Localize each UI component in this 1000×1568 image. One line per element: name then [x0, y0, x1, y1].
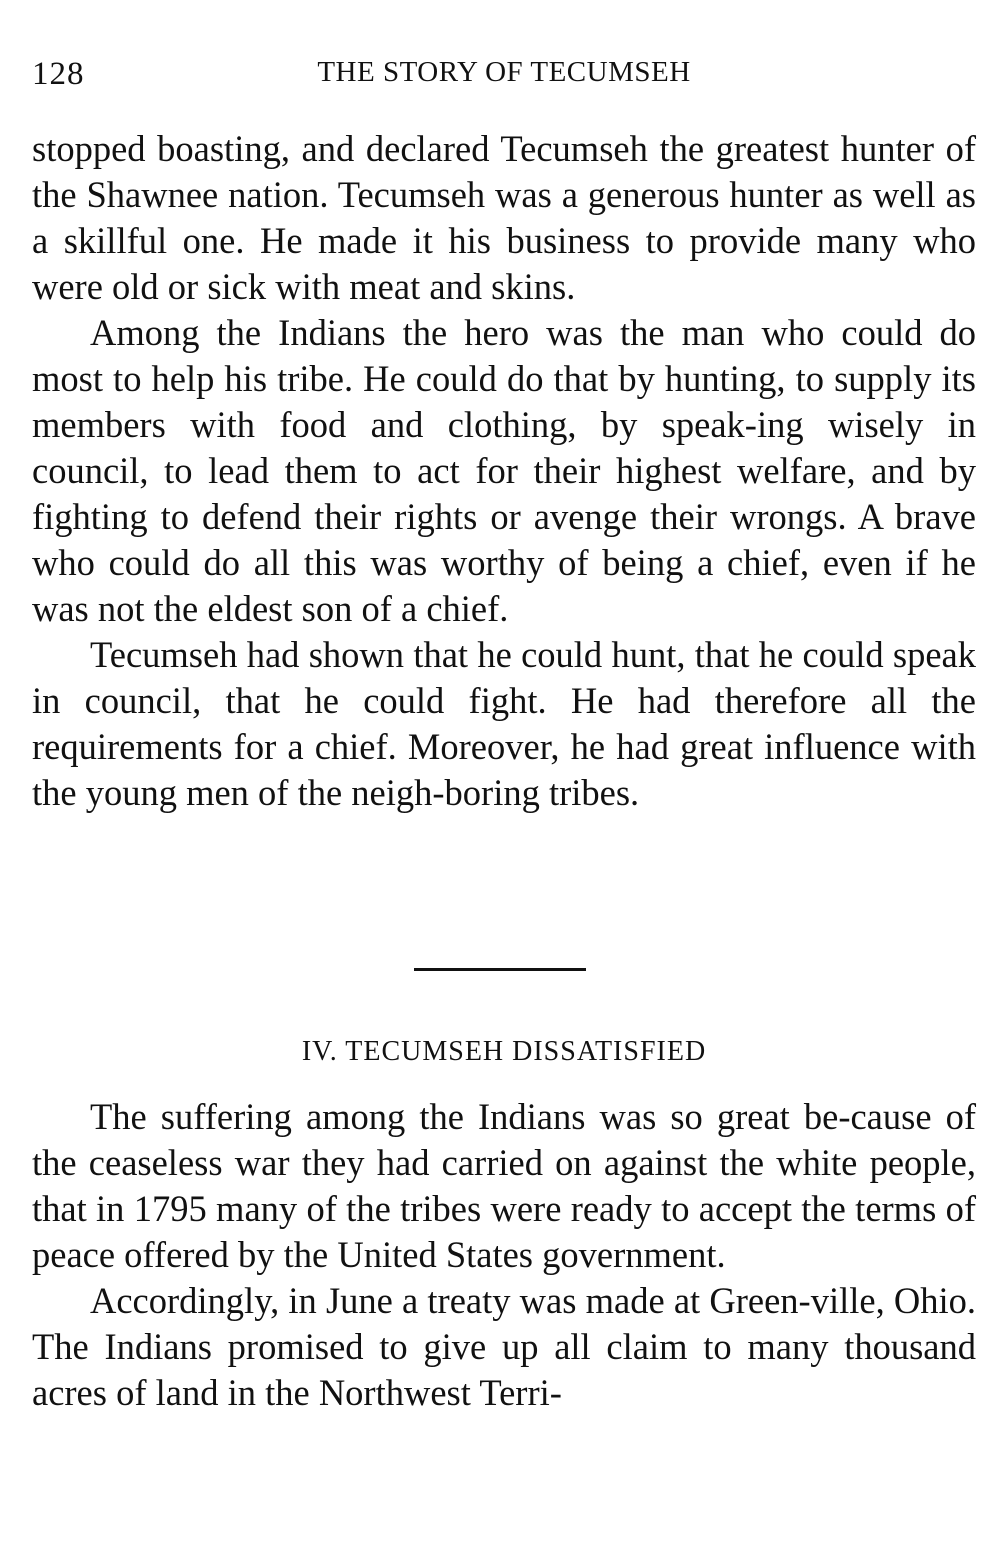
running-header: [32, 56, 976, 104]
paragraph: Among the Indians the hero was the man who could do most to help his tribe. He could do that by hunting, to supply its members with food and clothing, by speak-ing wisely in council, to lead them to act for their highest welfare, and by fighting to defend their rights or avenge their wrongs. A brave who could do all this was worthy of being a chief, even if he was not the eldest son of a chief.: [32, 312, 976, 629]
paragraph: Tecumseh had shown that he could hunt, that he could speak in council, that he could fight. He had therefore all the requirements for a chief. Moreover, he had great influence with the young men of the neigh-boring tribes.: [32, 634, 976, 813]
paragraph: The suffering among the Indians was so great be-cause of the ceaseless war they had carried on against the white people, that in 1795 many of the tribes were ready to accept the terms of peace offered by the United States government.: [32, 1096, 976, 1275]
running-title: THE STORY OF TECUMSEH: [317, 56, 691, 88]
section-text: [32, 1094, 976, 1416]
paragraph-continued: stopped boasting, and declared Tecumseh the greatest hunter of the Shawnee nation. Tecumseh was a generous hunter as well as a skillful one. He made it his business to provide many who were old or sick with meat and skins.: [32, 128, 976, 307]
section-heading: IV. TECUMSEH DISSATISFIED: [301, 1036, 707, 1067]
book-page: [32, 0, 976, 1568]
chapter-text-continued: [32, 126, 976, 816]
section-divider-rule: [414, 968, 586, 971]
page-number: 128: [32, 56, 85, 92]
paragraph: Accordingly, in June a treaty was made at Green-ville, Ohio. The Indians promised to give up all claim to many thousand acres of land in the Northwest Terri-: [32, 1280, 976, 1413]
